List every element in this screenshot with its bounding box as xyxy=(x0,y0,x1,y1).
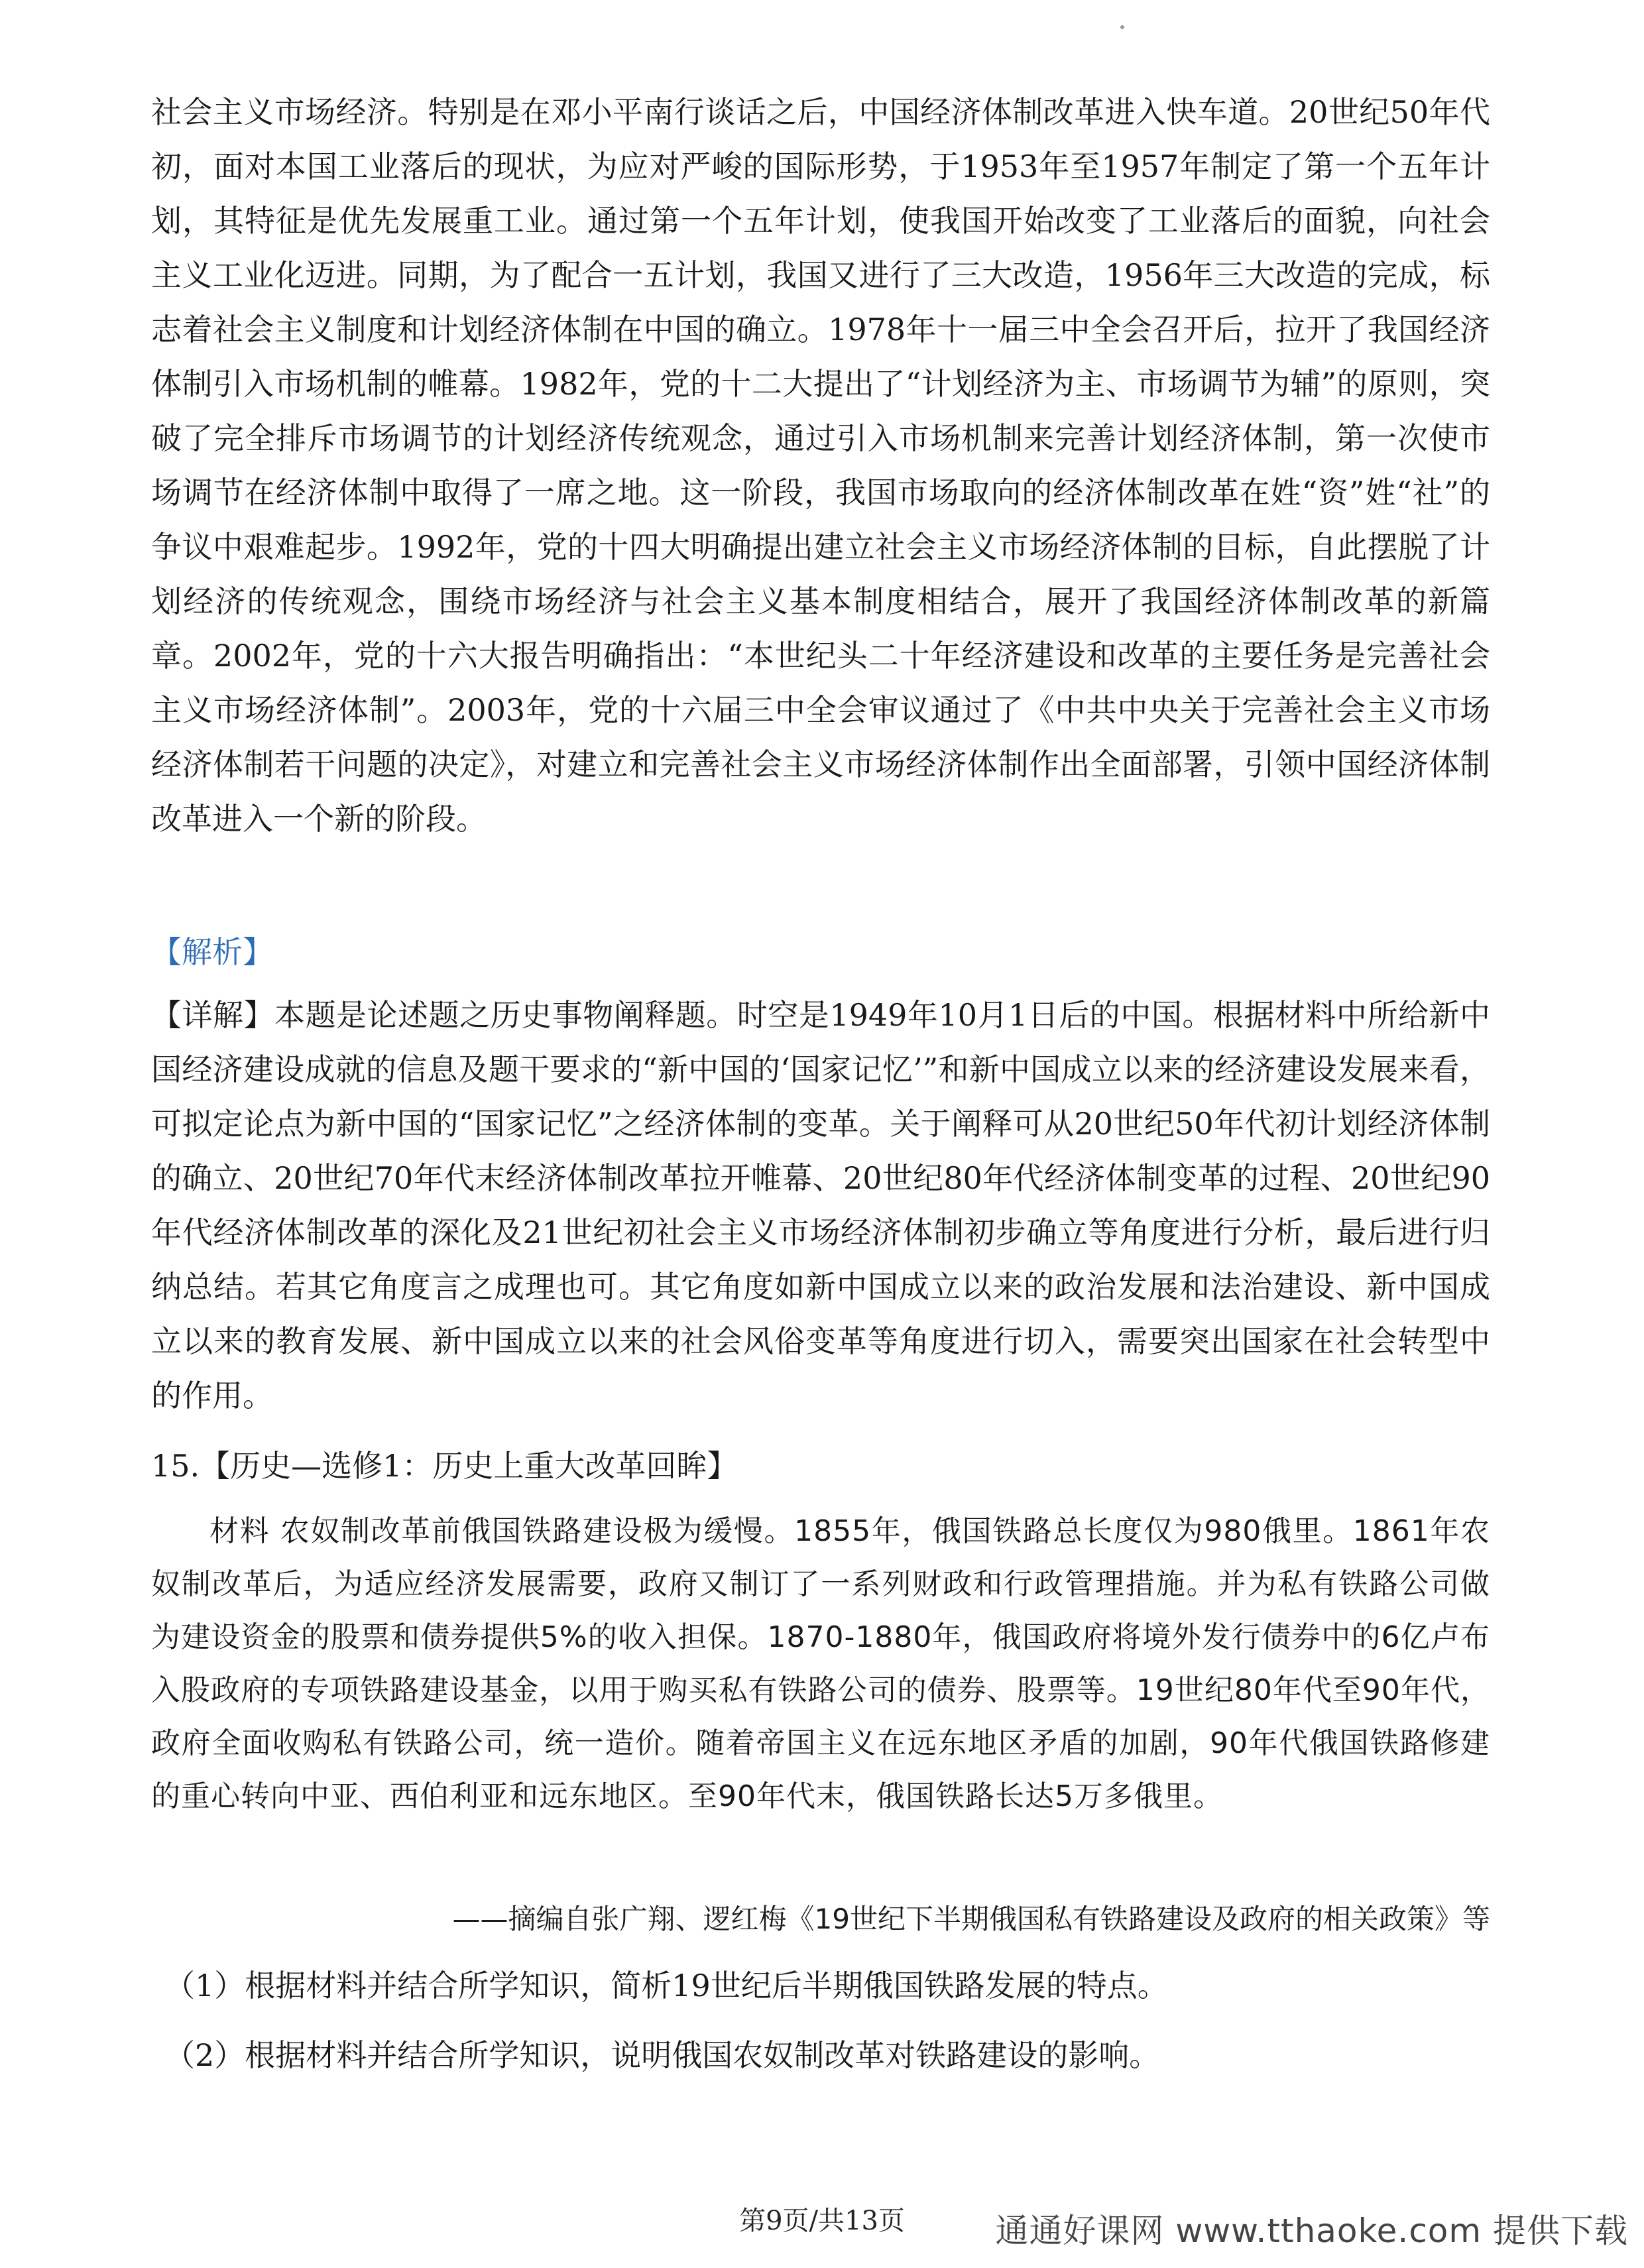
sub-question-2: （2）根据材料并结合所学知识，说明俄国农奴制改革对铁路建设的影响。 xyxy=(164,2037,1160,2073)
source-citation: ——摘编自张广翔、逻红梅《19世纪下半期俄国私有铁路建设及政府的相关政策》等 xyxy=(452,1903,1490,1935)
question-title: 15.【历史—选修1：历史上重大改革回眸】 xyxy=(151,1448,738,1484)
page-number: 第9页/共13页 xyxy=(739,2206,905,2236)
answer-paragraph: 社会主义市场经济。特别是在邓小平南行谈话之后，中国经济体制改革进入快车道。20世纪50年代初，面对本国工业落后的现状，为应对严峻的国际形势，于1953年至1957年制定了第一个五年计划，其特征是优先发展重工业。通过第一个五年计划，使我国开始改变了工业落后的面貌，向社会主义工业化迈进。同期，为了配合一五计划，我国又进行了三大改造，1956年三大改造的完成，标志着社会主义制度和计划经济体制在中国的确立。1978年十一届三中全会召开后，拉开了我国经济体制引入市场机制的帷幕。1982年，党的十二大提出了“计划经济为主、市场调节为辅”的原则，突破了完全排斥市场调节的计划经济传统观念，通过引入市场机制来完善计划经济体制，第一次使市场调节在经济体制中取得了一席之地。这一阶段，我国市场取向的经济体制改革在姓“资”姓“社”的争议中艰难起步。1992年，党的十四大明确提出建立社会主义市场经济体制的目标，自此摆脱了计划经济的传统观念，围绕市场经济与社会主义基本制度相结合，展开了我国经济体制改革的新篇章。2002年，党的十六大报告明确指出：“本世纪头二十年经济建设和改革的主要任务是完善社会主义市场经济体制”。2003年，党的十六届三中全会审议通过了《中共中央关于完善社会主义市场经济体制若干问题的决定》，对建立和完善社会主义市场经济体制作出全面部署，引领中国经济体制改革进入一个新的阶段。 xyxy=(151,94,1490,837)
material-paragraph: 材料 农奴制改革前俄国铁路建设极为缓慢。1855年，俄国铁路总长度仅为980俄里。1861年农奴制改革后，为适应经济发展需要，政府又制订了一系列财政和行政管理措施。并为私有铁路公司做为建设资金的股票和债券提供5%的收入担保。1870-1880年，俄国政府将境外发行债券中的6亿卢布入股政府的专项铁路建设基金，以用于购买私有铁路公司的债券、股票等。19世纪80年代至90年代，政府全面收购私有铁路公司，统一造价。随着帝国主义在远东地区矛盾的加剧，90年代俄国铁路修建的重心转向中亚、西伯利亚和远东地区。至90年代末，俄国铁路长达5万多俄里。 xyxy=(151,1514,1490,1813)
detail-explanation xyxy=(151,988,1490,1423)
answer-continuation xyxy=(151,85,1490,846)
sub-question-1: （1）根据材料并结合所学知识，简析19世纪后半期俄国铁路发展的特点。 xyxy=(164,1968,1168,2003)
watermark-text: 通通好课网 www.tthaoke.com 提供下载 xyxy=(995,2212,1628,2250)
scan-speck xyxy=(1120,25,1124,29)
detail-paragraph: 【详解】本题是论述题之历史事物阐释题。时空是1949年10月1日后的中国。根据材料中所给新中国经济建设成就的信息及题干要求的“新中国的‘国家记忆’”和新中国成立以来的经济建设发展来看，可拟定论点为新中国的“国家记忆”之经济体制的变革。关于阐释可从20世纪50年代初计划经济体制的确立、20世纪70年代末经济体制改革拉开帷幕、20世纪80年代经济体制变革的过程、20世纪90年代经济体制改革的深化及21世纪初社会主义市场经济体制初步确立等角度进行分析，最后进行归纳总结。若其它角度言之成理也可。其它角度如新中国成立以来的政治发展和法治建设、新中国成立以来的教育发展、新中国成立以来的社会风俗变革等角度进行切入，需要突出国家在社会转型中的作用。 xyxy=(151,997,1490,1413)
analysis-tag: 【解析】 xyxy=(151,934,273,970)
material-excerpt xyxy=(151,1505,1490,1823)
